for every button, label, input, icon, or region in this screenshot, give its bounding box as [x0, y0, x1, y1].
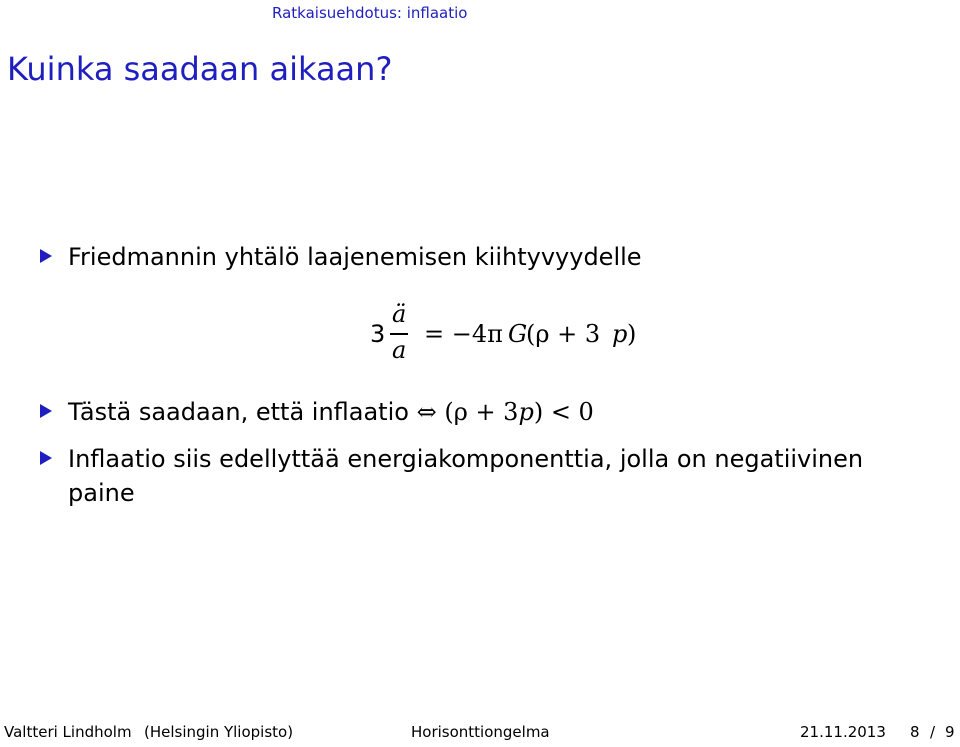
eq-fraction-line: [390, 333, 408, 335]
footer-title: Horisonttiongelma: [411, 723, 550, 741]
eq-equals: = −4π: [424, 320, 503, 348]
bullet-text-2: Tästä saadaan, että inflaatio: [68, 398, 409, 426]
footer-institute: (Helsingin Yliopisto): [144, 723, 294, 741]
footer-page-sep: /: [930, 723, 936, 741]
eq-coefficient: 3: [370, 320, 386, 348]
bullet-item-2: [40, 395, 594, 429]
bullet-marker-icon: [40, 404, 52, 418]
bullet-marker-icon: [40, 249, 52, 263]
bullet-item-3: [40, 442, 920, 510]
eq-numerator: ä: [392, 300, 407, 328]
bullet-item-1: [40, 240, 642, 274]
eq-paren-open: (ρ + 3: [526, 320, 601, 348]
eq-denominator: a: [392, 336, 407, 364]
footer-page: 8: [910, 723, 920, 741]
iff-symbol: ⇔: [416, 398, 437, 426]
footer-author: Valtteri Lindholm: [4, 723, 132, 741]
footer-page-total: 9: [945, 723, 955, 741]
bullet-marker-icon: [40, 451, 52, 465]
b2-p: p: [518, 398, 534, 426]
footer: [0, 723, 960, 743]
eq-paren-close: ): [627, 320, 637, 348]
eq-p: p: [612, 320, 628, 348]
b2-expr: (ρ + 3: [444, 398, 519, 426]
section-header: Ratkaisuehdotus: inflaatio: [272, 4, 468, 22]
bullet-text-1: Friedmannin yhtälö laajenemisen kiihtyvyydelle: [68, 243, 642, 271]
bullet-text-3b: paine: [68, 479, 135, 507]
bullet-text-3a: Inflaatio siis edellyttää energiakomponenttia, jolla on negatiivinen: [68, 445, 864, 473]
b2-tail: ) < 0: [533, 398, 594, 426]
frame-title: Kuinka saadaan aikaan?: [7, 50, 393, 88]
eq-g: G: [508, 320, 528, 348]
footer-date: 21.11.2013: [800, 723, 886, 741]
